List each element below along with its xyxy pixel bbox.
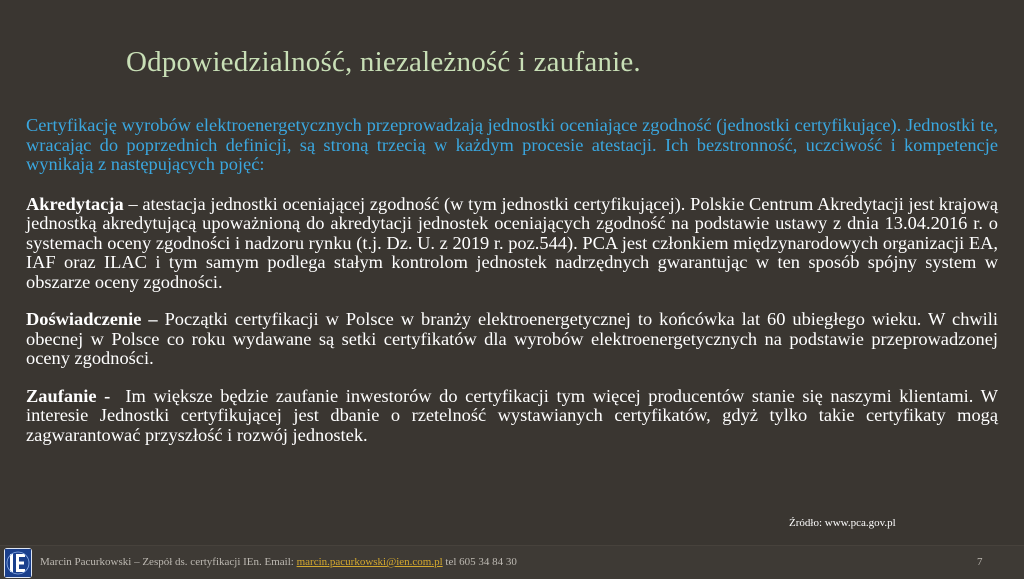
section-text: Początki certyfikacji w Polsce w branży elektroenergetycznej to końcówka lat 60 ubiegłego wieku. W chwili obecnej w Polsce co roku wydawane są setki certyfikatów dla wyrobów elektroenergetycznych na podstawie przeprowadzonej oceny zgodności. <box>26 309 999 368</box>
section-text: – atestacja jednostki oceniającej zgodność (w tym jednostki certyfikującej). Polskie Centrum Akredytacji jest krajową jednostką akredytującą upoważnioną do akredytacji jednostek oceniających zgodność na podstawie ustawy z dnia 13.04.2016 r. o systemach oceny zgodności i nadzoru rynku (t.j. Dz. U. z 2019 r. poz.544). PCA jest członkiem międzynarodowych organizacji EA, IAF oraz ILAC i tym samym podlega stałym kontrolom jednostek nadrzędnych gwarantując w ten sposób spójny system w obszarze oceny zgodności. <box>26 193 998 292</box>
section-term: Zaufanie - <box>26 385 111 406</box>
footer-author: Marcin Pacurkowski – Zespół ds. certyfikacji IEn. Email: <box>40 556 297 568</box>
slide-title: Odpowiedzialność, niezależność i zaufanie. <box>126 46 641 78</box>
ien-logo-icon <box>4 548 32 578</box>
footer-contact <box>40 556 517 568</box>
section-zaufanie <box>26 385 1003 446</box>
section-doswiadczenie <box>26 310 998 369</box>
page-number: 7 <box>977 556 983 568</box>
section-term: Doświadczenie – <box>26 309 158 329</box>
intro-paragraph: Certyfikację wyrobów elektroenergetycznych przeprowadzają jednostki oceniające zgodność (jednostki certyfikujące). Jednostki te, wracając do poprzednich definicji, są stroną trzecią w każdym procesie atestacji. Ich bezstronność, uczciwość i kompetencje wynikają z następujących pojęć: <box>26 115 998 174</box>
slide-body <box>26 115 1003 445</box>
section-text: Im większe będzie zaufanie inwestorów do certyfikacji tym więcej producentów stanie się naszymi klientami. W interesie Jednostki certyfikującej jest dbanie o rzetelność wystawianych certyfikatów, gdyż tylko takie certyfikaty mogą zagwarantować przyszłość i rozwój jednostek. <box>26 385 1003 445</box>
footer-phone: tel 605 34 84 30 <box>442 556 517 568</box>
footer-bar <box>0 545 1024 579</box>
source-note: Źródło: www.pca.gov.pl <box>789 517 896 529</box>
section-akredytacja <box>26 195 998 293</box>
footer-email-link[interactable]: marcin.pacurkowski@ien.com.pl <box>296 556 443 568</box>
section-term: Akredytacja <box>26 193 124 214</box>
